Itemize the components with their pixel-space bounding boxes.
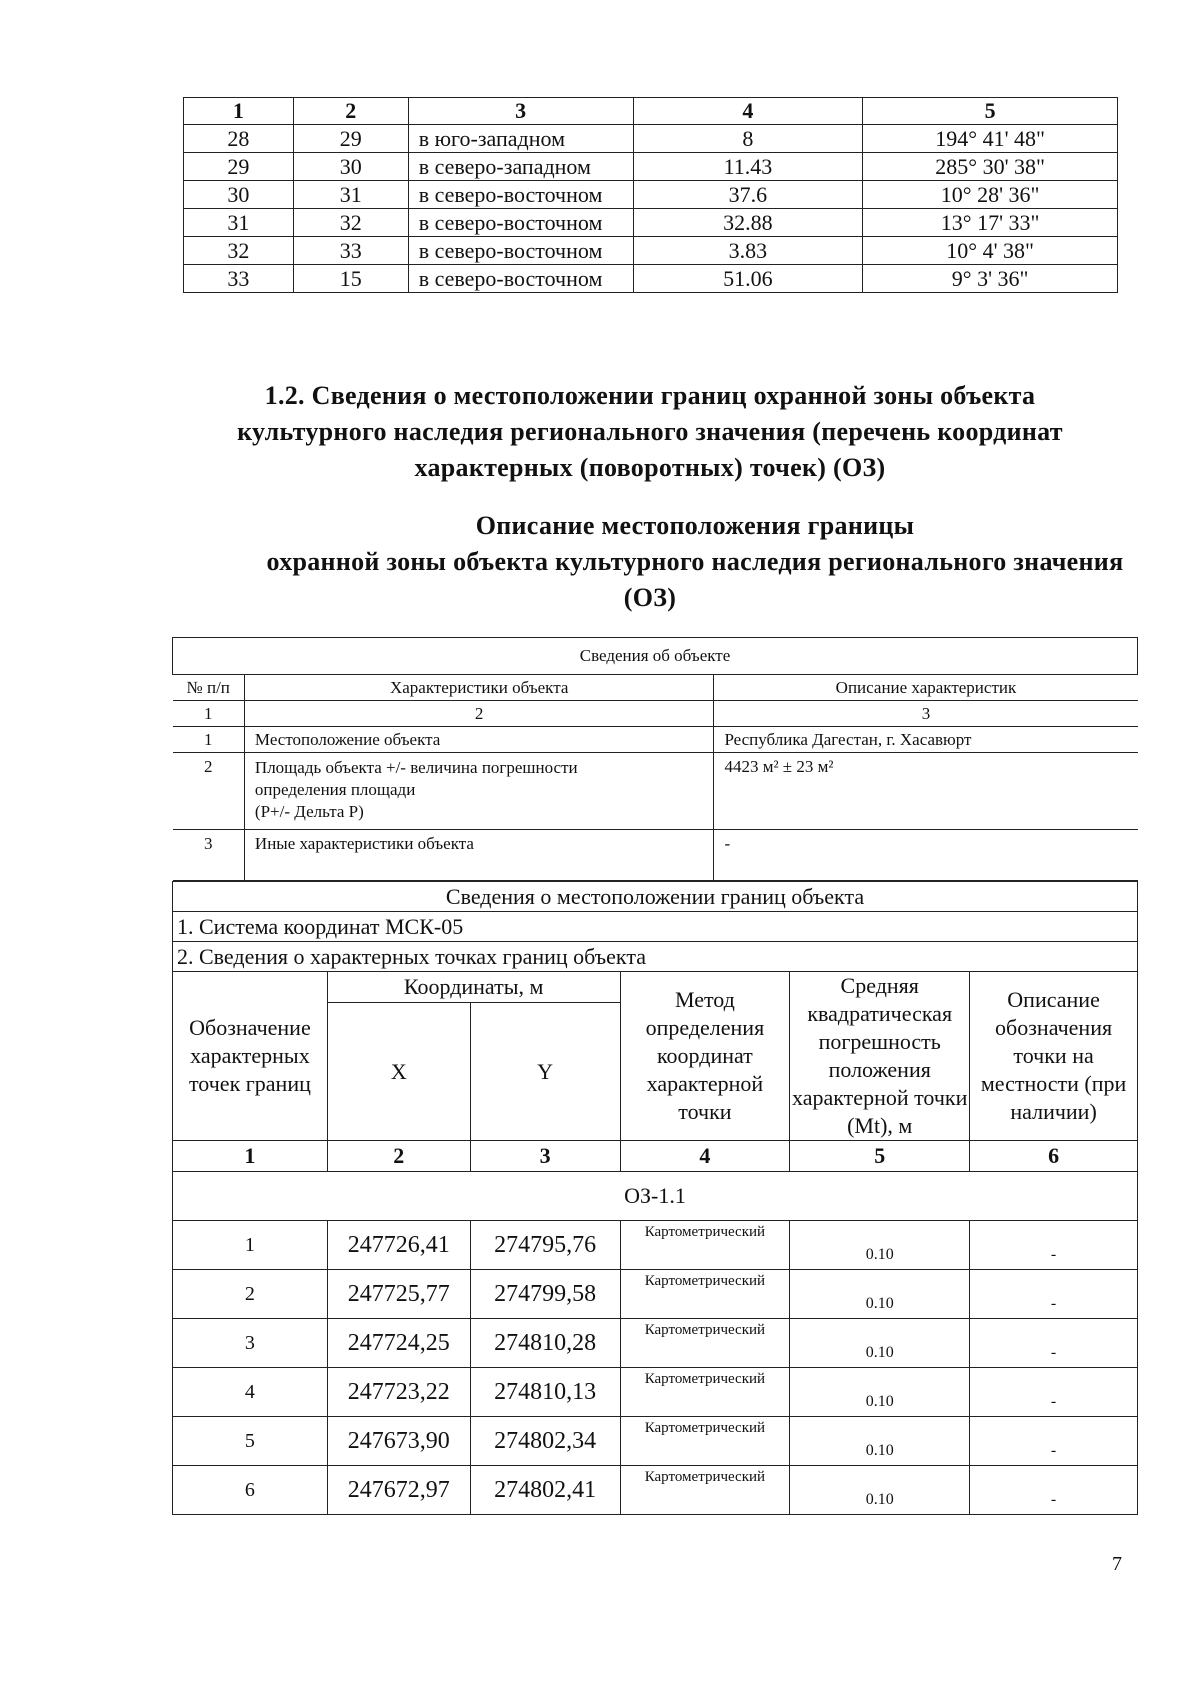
point-error: 0.10 xyxy=(790,1417,970,1466)
segment-length: 3.83 xyxy=(633,237,863,265)
column-index: 3 xyxy=(714,701,1138,727)
characteristic-name xyxy=(244,753,714,830)
header-cell: 2 xyxy=(293,98,408,125)
point-method: Картометрический xyxy=(620,1466,790,1515)
point-method: Картометрический xyxy=(620,1221,790,1270)
direction: в юго-западном xyxy=(408,125,633,153)
description-title-line: охранной зоны объекта культурного наследия регионального значения xyxy=(266,547,1124,576)
to-point: 33 xyxy=(293,237,408,265)
direction: в северо-западном xyxy=(408,153,633,181)
page-number: 7 xyxy=(1112,1553,1122,1575)
boundaries-title-row xyxy=(173,882,1138,912)
section-title-line: характерных (поворотных) точек) (ОЗ) xyxy=(414,453,886,482)
points-header-row xyxy=(173,972,1138,1003)
header-cell: 3 xyxy=(408,98,633,125)
from-point: 30 xyxy=(184,181,294,209)
row-number: 1 xyxy=(173,727,245,753)
section-title xyxy=(150,378,1150,486)
from-point: 32 xyxy=(184,237,294,265)
segment-length: 37.6 xyxy=(633,181,863,209)
to-point: 32 xyxy=(293,209,408,237)
point-y: 274802,34 xyxy=(470,1417,620,1466)
to-point: 31 xyxy=(293,181,408,209)
table-row xyxy=(173,1466,1138,1515)
point-x: 247723,22 xyxy=(327,1368,470,1417)
table-index-row xyxy=(173,701,1138,727)
point-number: 1 xyxy=(173,1221,328,1270)
characteristic-name-line: определения площади xyxy=(254,780,416,799)
object-boundary-table xyxy=(172,637,1138,1515)
table-row xyxy=(184,181,1118,209)
row-number: 2 xyxy=(173,753,245,830)
point-x: 247725,77 xyxy=(327,1270,470,1319)
point-y: 274810,28 xyxy=(470,1319,620,1368)
segment-length: 11.43 xyxy=(633,153,863,181)
point-error: 0.10 xyxy=(790,1319,970,1368)
table-header-row xyxy=(173,675,1138,701)
point-y: 274799,58 xyxy=(470,1270,620,1319)
characteristic-value: 4423 м² ± 23 м² xyxy=(714,753,1138,830)
zone-label: ОЗ-1.1 xyxy=(173,1172,1138,1221)
table-row xyxy=(173,1417,1138,1466)
points-title: 2. Сведения о характерных точках границ объекта xyxy=(173,942,1138,972)
column-description-header: Описание характеристик xyxy=(714,675,1138,701)
table-row xyxy=(173,727,1138,753)
object-info-header-row xyxy=(173,675,1138,882)
table-row xyxy=(173,1221,1138,1270)
point-method: Картометрический xyxy=(620,1417,790,1466)
zone-label-row xyxy=(173,1172,1138,1221)
point-x: 247673,90 xyxy=(327,1417,470,1466)
table-row xyxy=(173,830,1138,881)
column-index: 5 xyxy=(790,1141,970,1172)
error-header: Средняя квадратическая погрешность положения характерной точки (Mt), м xyxy=(790,972,970,1141)
table-header-row xyxy=(184,98,1118,125)
point-number: 6 xyxy=(173,1466,328,1515)
point-description: - xyxy=(970,1466,1138,1515)
characteristic-name-line: (Р+/- Дельта Р) xyxy=(254,802,364,821)
point-number: 2 xyxy=(173,1270,328,1319)
point-description: - xyxy=(970,1417,1138,1466)
row-number: 3 xyxy=(173,830,245,881)
point-number: 5 xyxy=(173,1417,328,1466)
table-row xyxy=(184,125,1118,153)
section-title-line: культурного наследия регионального значения (перечень координат xyxy=(237,417,1063,446)
table-row xyxy=(173,1319,1138,1368)
characteristic-value: - xyxy=(714,830,1138,881)
point-description: - xyxy=(970,1221,1138,1270)
column-index: 4 xyxy=(620,1141,790,1172)
description-title xyxy=(150,508,1150,616)
column-index: 6 xyxy=(970,1141,1138,1172)
header-cell: 4 xyxy=(633,98,863,125)
section-title-line: 1.2. Сведения о местоположении границ охранной зоны объекта xyxy=(264,381,1036,410)
header-cell: 5 xyxy=(863,98,1118,125)
direction: в северо-восточном xyxy=(408,209,633,237)
characteristic-name-line: Площадь объекта +/- величина погрешности xyxy=(254,758,578,777)
object-info-title: Сведения об объекте xyxy=(173,638,1138,675)
object-info-table xyxy=(173,675,1138,881)
point-error: 0.10 xyxy=(790,1221,970,1270)
to-point: 15 xyxy=(293,265,408,293)
from-point: 33 xyxy=(184,265,294,293)
description-title-line: (ОЗ) xyxy=(623,583,677,612)
table-row xyxy=(173,1270,1138,1319)
segment-length: 8 xyxy=(633,125,863,153)
point-number: 3 xyxy=(173,1319,328,1368)
point-y: 274810,13 xyxy=(470,1368,620,1417)
to-point: 29 xyxy=(293,125,408,153)
point-description: - xyxy=(970,1368,1138,1417)
column-number-header: № п/п xyxy=(173,675,245,701)
table-row xyxy=(173,1368,1138,1417)
direction: в северо-восточном xyxy=(408,237,633,265)
method-header: Метод определения координат характерной точки xyxy=(620,972,790,1141)
table-row xyxy=(184,265,1118,293)
point-error: 0.10 xyxy=(790,1466,970,1515)
table-row xyxy=(184,237,1118,265)
point-y: 274795,76 xyxy=(470,1221,620,1270)
to-point: 30 xyxy=(293,153,408,181)
description-title-line: Описание местоположения границы xyxy=(475,511,915,540)
direction-angle: 9° 3' 36" xyxy=(863,265,1118,293)
points-title-row xyxy=(173,942,1138,972)
coordinate-system-row xyxy=(173,912,1138,942)
direction: в северо-восточном xyxy=(408,265,633,293)
points-index-row xyxy=(173,1141,1138,1172)
characteristic-value: Республика Дагестан, г. Хасавюрт xyxy=(714,727,1138,753)
point-description: - xyxy=(970,1270,1138,1319)
direction-angle: 10° 28' 36" xyxy=(863,181,1118,209)
point-number: 4 xyxy=(173,1368,328,1417)
table-row xyxy=(184,153,1118,181)
point-x: 247726,41 xyxy=(327,1221,470,1270)
y-header: Y xyxy=(470,1003,620,1141)
point-y: 274802,41 xyxy=(470,1466,620,1515)
point-description-header: Описание обозначения точки на местности (при наличии) xyxy=(970,972,1138,1141)
table-row xyxy=(184,209,1118,237)
from-point: 29 xyxy=(184,153,294,181)
column-index: 1 xyxy=(173,701,245,727)
boundaries-title: Сведения о местоположении границ объекта xyxy=(173,882,1138,912)
point-x: 247672,97 xyxy=(327,1466,470,1515)
characteristic-name: Местоположение объекта xyxy=(244,727,714,753)
from-point: 31 xyxy=(184,209,294,237)
designation-header: Обозначение характерных точек границ xyxy=(173,972,328,1141)
header-cell: 1 xyxy=(184,98,294,125)
direction: в северо-восточном xyxy=(408,181,633,209)
segment-length: 51.06 xyxy=(633,265,863,293)
direction-angle: 13° 17' 33" xyxy=(863,209,1118,237)
column-index: 2 xyxy=(244,701,714,727)
point-method: Картометрический xyxy=(620,1270,790,1319)
column-index: 2 xyxy=(327,1141,470,1172)
from-point: 28 xyxy=(184,125,294,153)
point-method: Картометрический xyxy=(620,1368,790,1417)
object-info-title-row xyxy=(173,638,1138,675)
boundary-directions-table xyxy=(183,97,1118,293)
point-error: 0.10 xyxy=(790,1270,970,1319)
column-index: 3 xyxy=(470,1141,620,1172)
column-characteristics-header: Характеристики объекта xyxy=(244,675,714,701)
x-header: X xyxy=(327,1003,470,1141)
direction-angle: 194° 41' 48" xyxy=(863,125,1118,153)
characteristic-name: Иные характеристики объекта xyxy=(244,830,714,881)
point-description: - xyxy=(970,1319,1138,1368)
table-row xyxy=(173,753,1138,830)
segment-length: 32.88 xyxy=(633,209,863,237)
direction-angle: 285° 30' 38" xyxy=(863,153,1118,181)
coordinate-system: 1. Система координат МСК-05 xyxy=(173,912,1138,942)
point-x: 247724,25 xyxy=(327,1319,470,1368)
coordinates-header: Координаты, м xyxy=(327,972,620,1003)
direction-angle: 10° 4' 38" xyxy=(863,237,1118,265)
column-index: 1 xyxy=(173,1141,328,1172)
point-method: Картометрический xyxy=(620,1319,790,1368)
point-error: 0.10 xyxy=(790,1368,970,1417)
